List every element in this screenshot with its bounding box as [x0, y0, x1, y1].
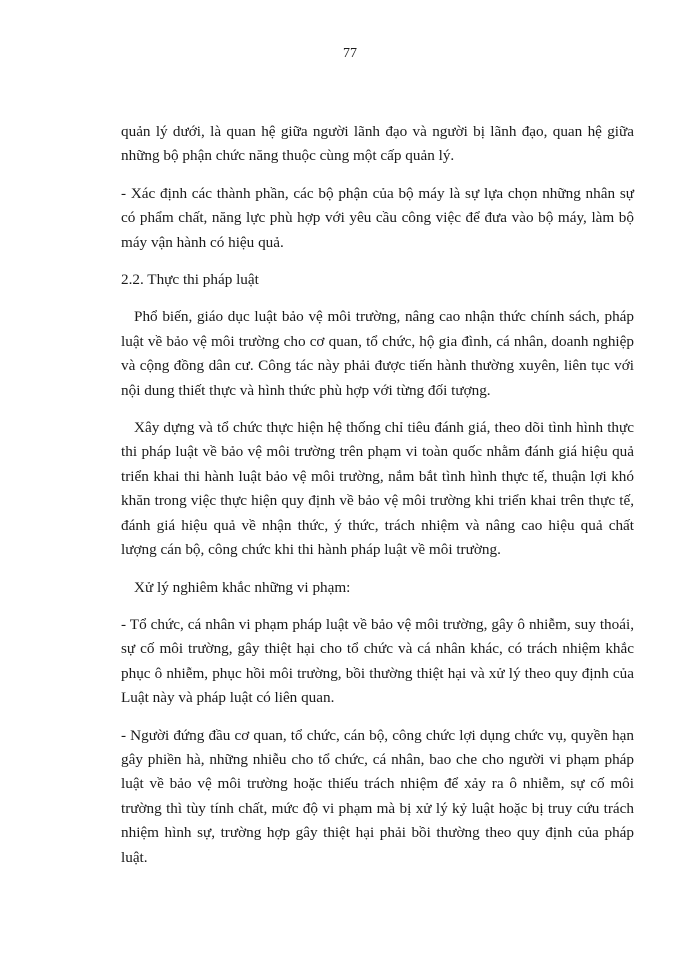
paragraph-violation-handling-intro: Xử lý nghiêm khắc những vi phạm:: [134, 578, 351, 596]
page-number: 77: [343, 46, 357, 61]
paragraph-violating-officials: - Người đứng đầu cơ quan, tổ chức, cán bộ, công chức lợi dụng chức vụ, quyền hạn gây phiền hà, những nhiễu cho tổ chức, cá nhân, bao che cho người vi phạm pháp luật về bảo vệ môi trường hoặc thiếu trách nhiệm để xảy ra ô nhiễm, sự cố môi trường thì tùy tính chất, mức độ vi phạm mà bị xử lý kỷ luật hoặc bị truy cứu trách nhiệm hình sự, trường hợp gây thiệt hại phải bồi thường theo quy định của pháp luật.: [121, 726, 634, 866]
section-heading-law-enforcement: 2.2. Thực thi pháp luật: [121, 271, 259, 289]
paragraph-management-relations: quản lý dưới, là quan hệ giữa người lãnh đạo và người bị lãnh đạo, quan hệ giữa những bộ phận chức năng thuộc cùng một cấp quản lý.: [121, 123, 634, 165]
paragraph-evaluation-system: Xây dựng và tổ chức thực hiện hệ thống chỉ tiêu đánh giá, theo dõi tình hình thực thi pháp luật về bảo vệ môi trường trên phạm vi toàn quốc nhằm đánh giá hiệu quả triển khai thi hành luật bảo vệ môi trường, nắm bắt tình hình thực tế, thuận lợi khó khăn trong việc thực hiện quy định về bảo vệ môi trường khi triển khai trên thực tế, đánh giá hiệu quả về nhận thức, ý thức, trách nhiệm và nâng cao hiệu quả chất lượng cán bộ, công chức khi thi hành pháp luật về môi trường.: [121, 419, 634, 559]
paragraph-law-dissemination: Phổ biến, giáo dục luật bảo vệ môi trường, nâng cao nhận thức chính sách, pháp luật về bảo vệ môi trường cho cơ quan, tổ chức, hộ gia đình, cá nhân, doanh nghiệp và cộng đồng dân cư. Công tác này phải được tiến hành thường xuyên, liên tục với nội dung thiết thực và hình thức phù hợp với từng đối tượng.: [121, 308, 634, 399]
paragraph-apparatus-components: - Xác định các thành phần, các bộ phận của bộ máy là sự lựa chọn những nhân sự có phẩm chất, năng lực phù hợp với yêu cầu công việc để đưa vào bộ máy, làm bộ máy vận hành có hiệu quả.: [121, 184, 634, 251]
paragraph-violating-organizations: - Tổ chức, cá nhân vi phạm pháp luật về bảo vệ môi trường, gây ô nhiễm, suy thoái, sự cố môi trường, gây thiệt hại cho tổ chức và cá nhân khác, có trách nhiệm khắc phục ô nhiễm, phục hồi môi trường, bồi thường thiệt hại và xử lý theo quy định của Luật này và pháp luật có liên quan.: [121, 615, 634, 707]
document-body: [121, 120, 634, 883]
